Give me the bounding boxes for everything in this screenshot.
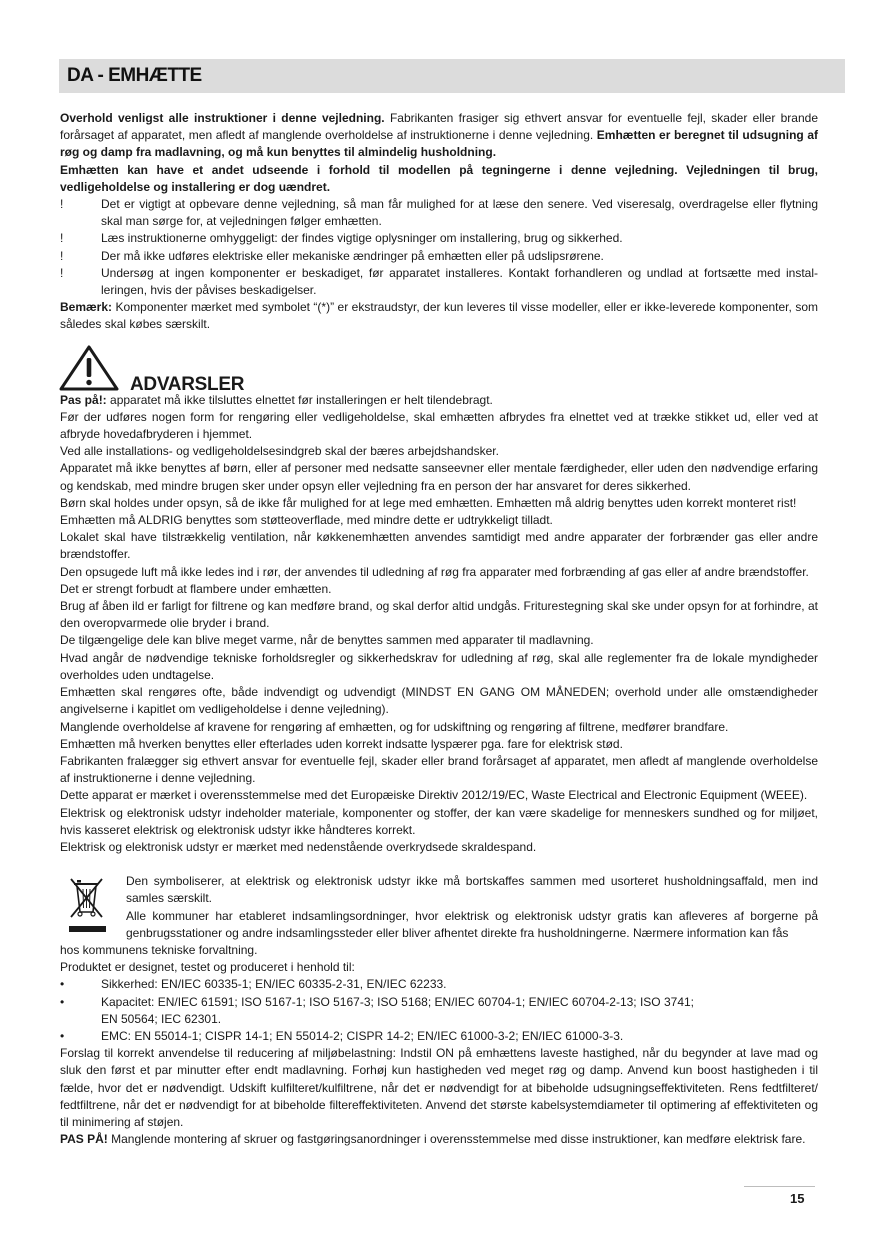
exclamation-bullet: ! xyxy=(60,231,64,246)
dot-bullet: • xyxy=(60,1028,65,1043)
warnings-title: ADVARSLER xyxy=(130,374,245,396)
warning-paragraph: Før der udføres nogen form for rengøring eller vedligeholdelse, skal emhætten afbrydes fra elnettet ved at trække stikket ud, eller ved at afbryde hovedafbryderen i hjemmet. xyxy=(60,409,818,442)
list-item-text: EMC: EN 55014-1; CISPR 14-1; EN 55014-2; CISPR 14-2; EN/IEC 61000-3-2; EN/IEC 61000-3-3. xyxy=(101,1028,624,1043)
standard-line: Kapacitet: EN/IEC 61591; ISO 5167-1; ISO 5167-3; ISO 5168; EN/IEC 60704-1; EN/IEC 60704-2-13; ISO 3741; xyxy=(101,994,695,1009)
warning-paragraph: De tilgængelige dele kan blive meget varme, når de benyttes sammen med apparater til madlavning. xyxy=(60,633,594,648)
warning-paragraph: Emhætten skal rengøres ofte, både indvendigt og udvendigt (MINDST EN GANG OM MÅNEDEN; overhold under alle omstændigheder angivelserne i kapitlet om vedligeholdelse i denne vejledning). xyxy=(60,685,818,717)
list-item-text: Der må ikke udføres elektriske eller mekaniske ændringer på emhætten eller på udslipsrørene. xyxy=(101,248,604,263)
intro-text: Fabrikanten frasiger sig ethvert ansvar for eventuelle fejl, skader eller brande forårsaget af apparatet, men afledt af manglende overholdelse af instruktionerne i denne vejledning. xyxy=(60,111,819,143)
list-item xyxy=(60,1028,818,1045)
exclamation-bullet: ! xyxy=(60,265,64,280)
dot-bullet: • xyxy=(60,994,65,1009)
list-item-text: Sikkerhed: EN/IEC 60335-1; EN/IEC 60335-2-31, EN/IEC 62233. xyxy=(101,977,447,992)
intro-paragraph xyxy=(60,110,818,162)
weee-paragraph-continued: hos kommunens tekniske forvaltning. xyxy=(60,942,258,957)
page-number: 15 xyxy=(790,1191,805,1206)
caution-text: apparatet må ikke tilsluttes elnettet før installeringen er helt tilendebragt. xyxy=(106,392,493,407)
footer-divider xyxy=(744,1186,815,1187)
warning-paragraph: Emhætten må hverken benyttes eller efterlades uden korrekt indsatte lyspærer pga. fare for elektrisk stød. xyxy=(60,736,623,751)
list-item-text: Det er vigtigt at opbevare denne vejledning, så man får mulighed for at læse den senere. Ved viseresalg, overdragelse eller flytning skal man sørge for, at vejledningen følger emhætten. xyxy=(101,197,818,229)
weee-paragraph: Den symboliserer, at elektrisk og elektronisk udstyr ikke må bortskaffes sammen med usorteret husholdningsaffald, men ind samles særskilt. xyxy=(126,874,818,906)
remark-label: Bemærk: xyxy=(60,300,113,315)
warning-triangle-icon xyxy=(58,344,120,392)
warning-paragraph: Ved alle installations- og vedligeholdelsesindgreb skal der bæres arbejdshandsker. xyxy=(60,444,499,459)
weee-text xyxy=(126,873,818,942)
list-item-text: Læs instruktionerne omhyggeligt: der findes vigtige oplysninger om installering, brug og sikkerhed. xyxy=(101,231,623,246)
list-item-text xyxy=(101,994,818,1028)
crossed-bin-icon xyxy=(68,875,108,935)
final-warning-label: PAS PÅ! xyxy=(60,1132,108,1147)
standard-line-continued: EN 50564; IEC 62301. xyxy=(101,1011,222,1026)
warning-paragraph: Den opsugede luft må ikke ledes ind i rør, der anvendes til udledning af røg fra apparater med forbrænding af gas eller af andre brændstoffer. xyxy=(60,564,809,579)
exclamation-bullet: ! xyxy=(60,248,64,263)
intro-bold-purpose: Emhætten er beregnet til udsugning af røg og damp fra madlavning, og må kun benyttes til almindelig husholdning. xyxy=(60,128,818,160)
appearance-note: Emhætten kan have et andet udseende i forhold til modellen på tegningerne i denne vejledning. Vejledningen til brug, vedligeholdelse og installering er dog uændret. xyxy=(60,162,818,194)
warning-paragraph: Elektrisk og elektronisk udstyr er mærket med nedenstående overkrydsede skraldespand. xyxy=(60,839,537,854)
warning-paragraph: Fabrikanten fralægger sig ethvert ansvar for eventuelle fejl, skader eller brand forårsaget af apparatet, men afledt af manglende overholdelse af instruktionerne i denne vejledning. xyxy=(60,753,818,786)
intro-bold-lead: Overhold venligst alle instruktioner i denne vejledning. xyxy=(60,111,385,125)
page-content xyxy=(60,110,818,1148)
list-item xyxy=(60,976,818,993)
dot-bullet: • xyxy=(60,977,65,992)
warnings-heading xyxy=(60,344,818,396)
section-title: DA - EMHÆTTE xyxy=(67,65,202,86)
list-item-text: Undersøg at ingen komponenter er beskadiget, før apparatet installeres. Kontakt forhandleren og undlad at fortsætte med installeringen, hvis der påvises beskadigelser. xyxy=(101,265,818,298)
weee-paragraph: Alle kommuner har etableret indsamlingsordninger, hvor elektrisk og elektronisk udstyr gratis kan afleveres af borgerne på genbrugsstationer og andre indsamlingssteder eller bliver afhentet direkte fra husholdningerne. Nærmere information kan fås xyxy=(126,908,818,940)
list-item xyxy=(60,994,818,1028)
caution-label: Pas på!: xyxy=(60,392,107,407)
remark-text: Komponenter mærket med symbolet “(*)” er ekstraudstyr, der kun leveres til visse modeller, eller er ikke-leverede komponenter, som således skal købes særskilt. xyxy=(60,300,818,332)
warning-paragraph: Brug af åben ild er farligt for filtrene og kan medføre brand, og skal derfor altid undgås. Friturestegning skal ske under opsyn for at forhindre, at den overopvarmede olie bryder i brand. xyxy=(60,599,818,631)
warning-paragraph xyxy=(60,392,818,409)
final-warning xyxy=(60,1131,818,1148)
warning-paragraph: Emhætten må ALDRIG benyttes som støtteoverflade, med mindre dette er udtrykkeligt tilladt. xyxy=(60,513,553,528)
exclamation-bullet: ! xyxy=(60,197,64,212)
remark-paragraph xyxy=(60,299,818,333)
weee-block xyxy=(60,873,818,959)
final-warning-text: Manglende montering af skruer og fastgøringsanordninger i overensstemmelse med disse instruktioner, kan medføre elektrisk fare. xyxy=(107,1132,806,1147)
list-item xyxy=(60,265,818,299)
standards-intro: Produktet er designet, testet og produceret i henhold til: xyxy=(60,960,355,975)
warning-paragraph: Dette apparat er mærket i overensstemmelse med det Europæiske Direktiv 2012/19/EC, Waste Electrical and Electronic Equipment (WEEE). xyxy=(60,788,808,803)
list-item xyxy=(60,196,818,230)
warning-paragraph: Elektrisk og elektronisk udstyr indeholder materiale, komponenter og stoffer, der kan være skadelige for menneskers sundhed og for miljøet, hvis kasseret elektrisk og elektronisk udstyr ikke håndteres korrekt. xyxy=(60,805,818,837)
section-header-bar xyxy=(59,59,845,93)
warning-paragraph: Hvad angår de nødvendige tekniske forholdsregler og sikkerhedskrav for udledning af røg, skal alle reglementer fra de lokale myndigheder overholdes uden undtagelse. xyxy=(60,650,818,682)
warning-paragraph: Børn skal holdes under opsyn, så de ikke får mulighed for at lege med emhætten. Emhætten må aldrig benyttes uden korrekt monteret rist! xyxy=(60,495,797,510)
warning-paragraph: Manglende overholdelse af kravene for rengøring af emhætten, og for udskiftning og rengøring af filtrene, medfører brandfare. xyxy=(60,719,729,734)
warning-paragraph: Det er strengt forbudt at flambere under emhætten. xyxy=(60,581,332,596)
list-item xyxy=(60,248,818,265)
list-item xyxy=(60,230,818,247)
warning-paragraph: Lokalet skal have tilstrækkelig ventilation, når køkkenemhætten anvendes samtidigt med andre apparater der forbrænder gas eller andre brændstoffer. xyxy=(60,530,818,562)
eco-paragraph: Forslag til korrekt anvendelse til reducering af miljøbelastning: Indstil ON på emhættens laveste hastighed, når du begynder at lave mad og sluk den først et par minutter efter endt madlavning. Forhøj kun hastigheden ved meget røg og damp. Anvend kun boost hastigheden i til fælde, hvor det er nødvendigt. Udskift kulfilteret/kulfiltrene, når det er nødvendigt for at bibeholde udsugningseffektiviteten. Rens fedtfilteret/ fedtfiltrene, når det er nødvendigt for at bibeholde filtereffektiviteten. Anvend det største kabelsystemdiameter til optimering af effektiviteten og til minimering af støjen. xyxy=(60,1046,818,1129)
warning-paragraph: Apparatet må ikke benyttes af børn, eller af personer med nedsatte sanseevner eller mentale færdigheder, eller uden den nødvendige erfaring og kendskab, med mindre brugen sker under opsyn eller vejledning fra en person der har ansvaret for deres sikkerhed. xyxy=(60,461,818,493)
